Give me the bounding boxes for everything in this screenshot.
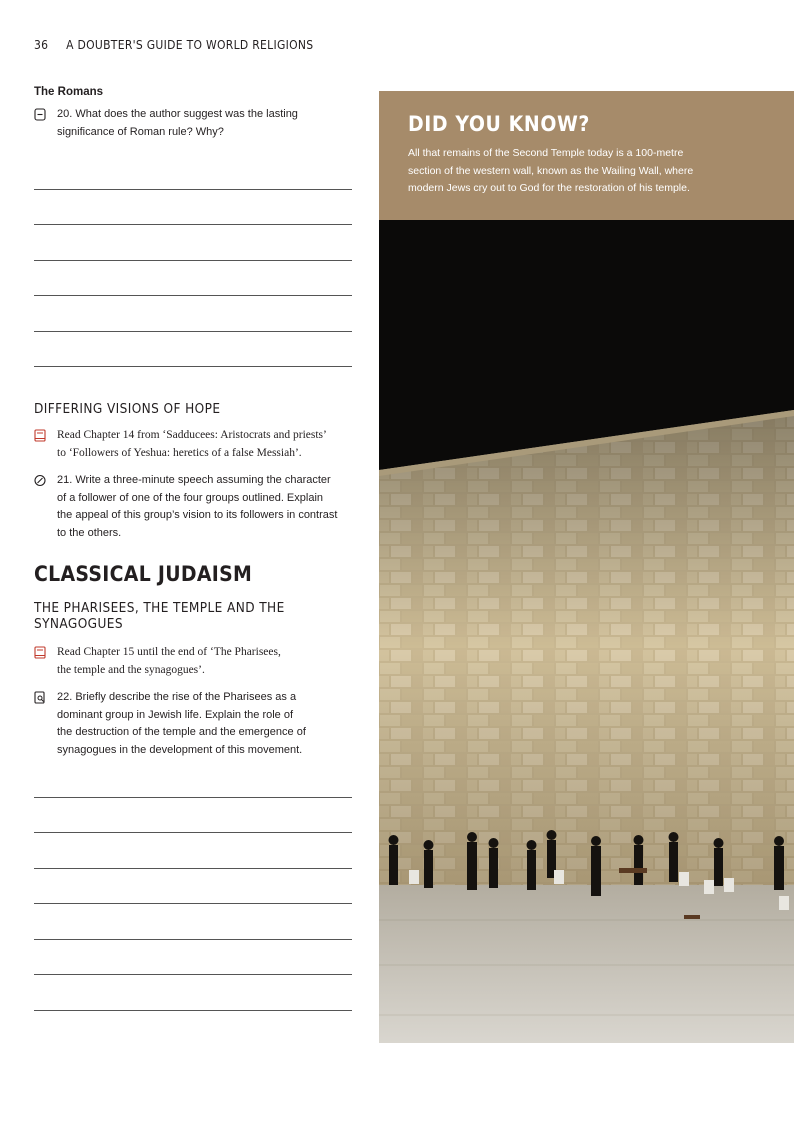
answer-line[interactable] <box>34 296 352 332</box>
sidebar-panel <box>379 91 794 1043</box>
question-22-line: 22. Briefly describe the rise of the Pharisees as a <box>57 691 297 703</box>
question-21-line: of a follower of one of the four groups outlined. Explain <box>57 491 324 504</box>
answer-line[interactable] <box>34 261 352 297</box>
did-you-know-text <box>408 145 728 198</box>
question-20-line: 20. What does the author suggest was the lasting <box>57 108 298 120</box>
answer-line[interactable] <box>34 940 352 976</box>
differing-visions-heading: DIFFERING VISIONS OF HOPE <box>34 401 221 417</box>
answer-line[interactable] <box>34 190 352 226</box>
reading-15-line: Read Chapter 15 until the end of ‘The Pharisees, <box>57 646 281 658</box>
answer-line[interactable] <box>34 869 352 905</box>
question-21-line: the appeal of this group’s vision to its followers in contrast <box>57 509 338 521</box>
answer-lines-22 <box>34 762 352 1011</box>
left-column <box>34 86 352 1011</box>
answer-line[interactable] <box>34 332 352 368</box>
notebook-icon <box>34 108 46 121</box>
book-title: A DOUBTER'S GUIDE TO WORLD RELIGIONS <box>66 38 314 52</box>
answer-lines-20 <box>34 154 352 367</box>
question-22 <box>34 689 352 759</box>
romans-heading: The Romans <box>34 86 104 98</box>
classical-judaism-heading: CLASSICAL JUDAISM <box>34 562 253 586</box>
question-22-line: the destruction of the temple and the emergence of <box>57 726 306 738</box>
did-you-know-line: modern Jews cry out to God for the restoration of his temple. <box>408 182 690 194</box>
answer-line[interactable] <box>34 225 352 261</box>
question-20 <box>34 106 352 141</box>
question-20-line: significance of Roman rule? Why? <box>57 125 224 138</box>
speech-pen-icon <box>34 474 46 487</box>
did-you-know-title: DID YOU KNOW? <box>408 112 590 136</box>
document-search-icon <box>34 691 46 704</box>
question-21-line: 21. Write a three-minute speech assuming the character <box>57 474 331 486</box>
book-icon <box>34 646 46 659</box>
answer-line[interactable] <box>34 833 352 869</box>
western-wall-illustration <box>379 220 794 1043</box>
page-number: 36 <box>34 38 49 52</box>
question-21-line: to the others. <box>57 526 122 539</box>
question-21 <box>34 472 352 542</box>
pharisees-subheading: THE PHARISEES, THE TEMPLE AND THE SYNAGOGUES <box>34 600 285 632</box>
western-wall-photo <box>379 220 794 1043</box>
answer-line[interactable] <box>34 904 352 940</box>
reading-15-line: the temple and the synagogues’. <box>57 663 205 676</box>
did-you-know-line: section of the western wall, known as the Wailing Wall, where <box>408 164 694 177</box>
question-22-line: synagogues in the development of this movement. <box>57 743 303 756</box>
answer-line[interactable] <box>34 154 352 190</box>
answer-line[interactable] <box>34 762 352 798</box>
book-icon <box>34 429 46 442</box>
reading-15 <box>34 644 352 679</box>
reading-14 <box>34 427 352 462</box>
answer-line[interactable] <box>34 975 352 1011</box>
did-you-know-box <box>379 91 794 220</box>
did-you-know-line: All that remains of the Second Temple today is a 100-metre <box>408 147 684 159</box>
question-22-line: dominant group in Jewish life. Explain the role of <box>57 708 294 721</box>
running-header <box>34 38 313 52</box>
answer-line[interactable] <box>34 798 352 834</box>
reading-14-line: to ‘Followers of Yeshua: heretics of a false Messiah’. <box>57 446 302 459</box>
reading-14-line: Read Chapter 14 from ‘Sadducees: Aristocrats and priests’ <box>57 429 327 441</box>
